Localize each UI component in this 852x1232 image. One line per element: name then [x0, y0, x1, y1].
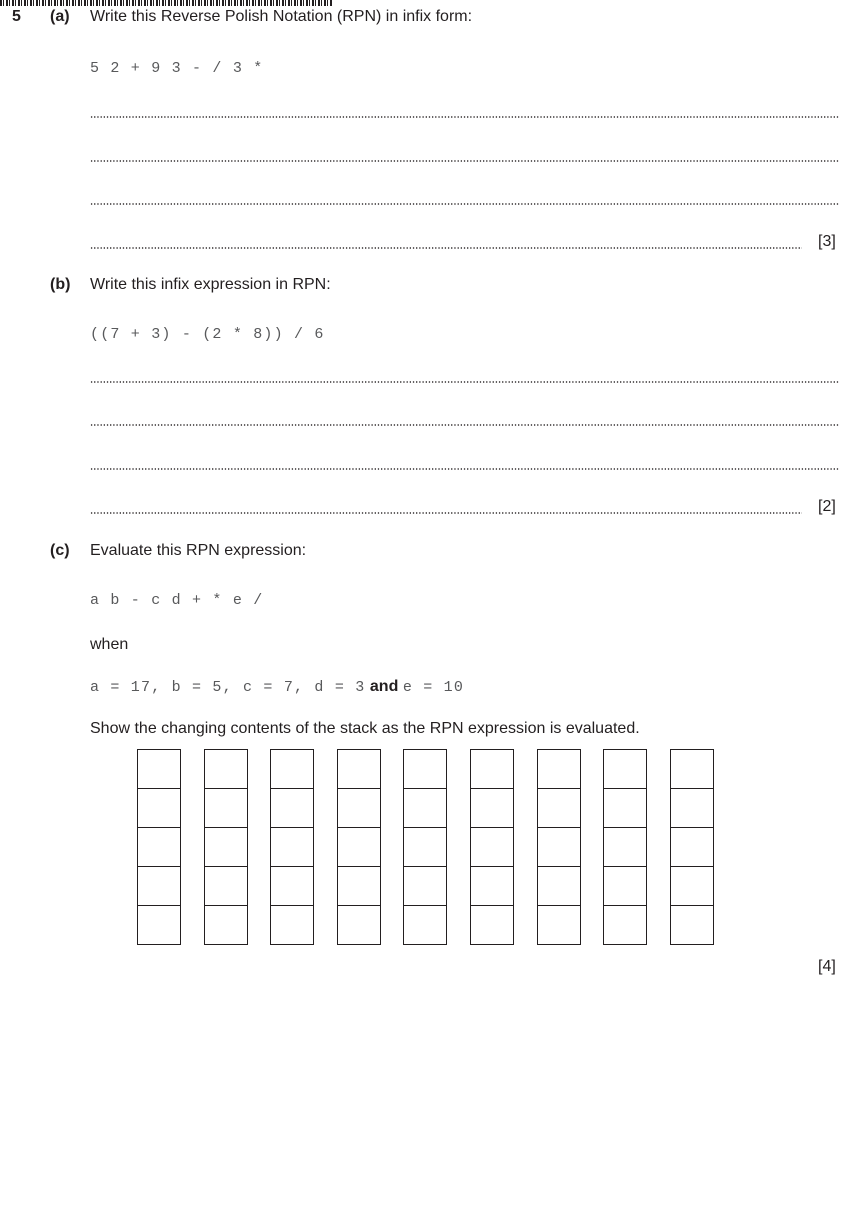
stack-cell[interactable] — [671, 789, 713, 828]
stack-cell[interactable] — [471, 750, 513, 789]
stack-cell[interactable] — [271, 906, 313, 944]
part-c-expression: a b - c d + * e / — [90, 592, 264, 609]
stack-cell[interactable] — [671, 750, 713, 789]
stack-column — [603, 749, 647, 945]
stack-cell[interactable] — [404, 750, 446, 789]
variable-values-last: e = 10 — [402, 679, 465, 696]
part-b-marks: [2] — [818, 498, 836, 515]
stack-cell[interactable] — [271, 828, 313, 867]
part-c-variable-values — [90, 678, 464, 696]
stack-cell[interactable] — [205, 789, 247, 828]
stack-cell[interactable] — [538, 867, 580, 906]
part-b-label: (b) — [50, 276, 71, 293]
stack-cell[interactable] — [538, 789, 580, 828]
answer-line[interactable] — [90, 468, 840, 470]
answer-line[interactable] — [90, 381, 840, 383]
stack-cell[interactable] — [471, 789, 513, 828]
stack-cell[interactable] — [538, 906, 580, 944]
part-a-marks: [3] — [818, 233, 836, 250]
stack-cell[interactable] — [471, 906, 513, 944]
part-c-prompt: Evaluate this RPN expression: — [90, 542, 307, 559]
stack-column — [204, 749, 248, 945]
answer-line[interactable] — [90, 247, 802, 249]
stack-cell[interactable] — [404, 828, 446, 867]
page-barcode — [0, 0, 332, 6]
stack-cell[interactable] — [471, 867, 513, 906]
stack-cell[interactable] — [205, 828, 247, 867]
stack-cell[interactable] — [671, 828, 713, 867]
stack-column — [270, 749, 314, 945]
part-c-label: (c) — [50, 542, 70, 559]
stack-column — [337, 749, 381, 945]
stack-cell[interactable] — [604, 789, 646, 828]
stack-cell[interactable] — [538, 828, 580, 867]
stack-cell[interactable] — [404, 906, 446, 944]
stack-cell[interactable] — [338, 906, 380, 944]
stack-cell[interactable] — [671, 867, 713, 906]
stack-cell[interactable] — [138, 828, 180, 867]
answer-line[interactable] — [90, 160, 840, 162]
stack-cell[interactable] — [471, 828, 513, 867]
stack-cell[interactable] — [138, 750, 180, 789]
part-a-expression: 5 2 + 9 3 - / 3 * — [90, 60, 264, 77]
stack-cell[interactable] — [338, 789, 380, 828]
part-b-expression: ((7 + 3) - (2 * 8)) / 6 — [90, 326, 325, 343]
stack-cell[interactable] — [604, 750, 646, 789]
stack-cell[interactable] — [604, 867, 646, 906]
part-c-when: when — [90, 636, 129, 653]
stack-column — [137, 749, 181, 945]
stack-cell[interactable] — [538, 750, 580, 789]
stack-cell[interactable] — [138, 906, 180, 944]
stack-column — [537, 749, 581, 945]
part-a-label: (a) — [50, 8, 70, 25]
answer-line[interactable] — [90, 512, 802, 514]
stack-grid — [137, 749, 717, 947]
part-c-instruction: Show the changing contents of the stack as the RPN expression is evaluated. — [90, 720, 640, 737]
answer-line[interactable] — [90, 116, 840, 118]
stack-cell[interactable] — [271, 867, 313, 906]
stack-column — [470, 749, 514, 945]
stack-cell[interactable] — [138, 789, 180, 828]
stack-cell[interactable] — [205, 906, 247, 944]
question-number: 5 — [12, 8, 21, 25]
variable-values-first: a = 17, b = 5, c = 7, d = 3 — [90, 679, 366, 696]
variable-values-and: and — [369, 678, 399, 695]
stack-column — [670, 749, 714, 945]
stack-cell[interactable] — [338, 750, 380, 789]
stack-cell[interactable] — [338, 828, 380, 867]
stack-column — [403, 749, 447, 945]
stack-cell[interactable] — [205, 867, 247, 906]
stack-cell[interactable] — [604, 906, 646, 944]
stack-cell[interactable] — [338, 867, 380, 906]
stack-cell[interactable] — [404, 789, 446, 828]
part-b-prompt: Write this infix expression in RPN: — [90, 276, 331, 293]
stack-cell[interactable] — [205, 750, 247, 789]
part-c-marks: [4] — [818, 958, 836, 975]
answer-line[interactable] — [90, 424, 840, 426]
stack-cell[interactable] — [604, 828, 646, 867]
stack-cell[interactable] — [138, 867, 180, 906]
stack-cell[interactable] — [271, 750, 313, 789]
part-a-prompt: Write this Reverse Polish Notation (RPN) in infix form: — [90, 8, 473, 25]
stack-cell[interactable] — [271, 789, 313, 828]
answer-line[interactable] — [90, 203, 840, 205]
stack-cell[interactable] — [671, 906, 713, 944]
stack-cell[interactable] — [404, 867, 446, 906]
